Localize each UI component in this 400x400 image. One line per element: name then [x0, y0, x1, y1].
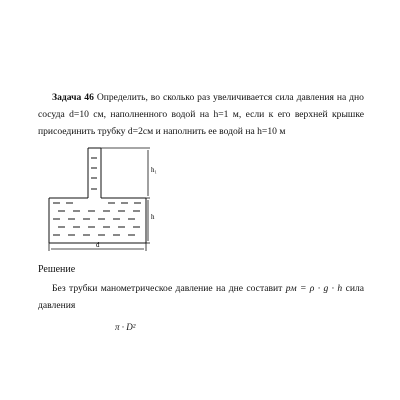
force-formula-numerator: π · D²	[115, 322, 136, 332]
solution-heading: Решение	[38, 264, 76, 275]
dimension-h1	[101, 148, 150, 196]
problem-label: Задача 46	[52, 92, 94, 103]
vessel	[49, 198, 146, 243]
solution-text	[38, 280, 364, 314]
label-h1: h₁	[151, 166, 157, 174]
pressure-formula: pм = ρ · g · h	[285, 283, 343, 294]
problem-text: Определить, во сколько раз увеличивается сила давления на дно сосуда d=10 см, наполненного водой на h=1 м, если к его верхней крышке присоединить трубку d=2см и наполнить ее водой на h=10 м	[38, 92, 364, 137]
vessel-water	[53, 203, 141, 235]
label-h: h	[151, 213, 155, 221]
solution-text-after: сила давления	[38, 283, 365, 311]
dimension-h	[146, 198, 150, 243]
tube-water	[91, 158, 97, 189]
label-d: d	[96, 241, 100, 249]
solution-text-before: Без трубки манометрическое давление на дне составит	[52, 283, 286, 294]
tube	[88, 148, 101, 198]
